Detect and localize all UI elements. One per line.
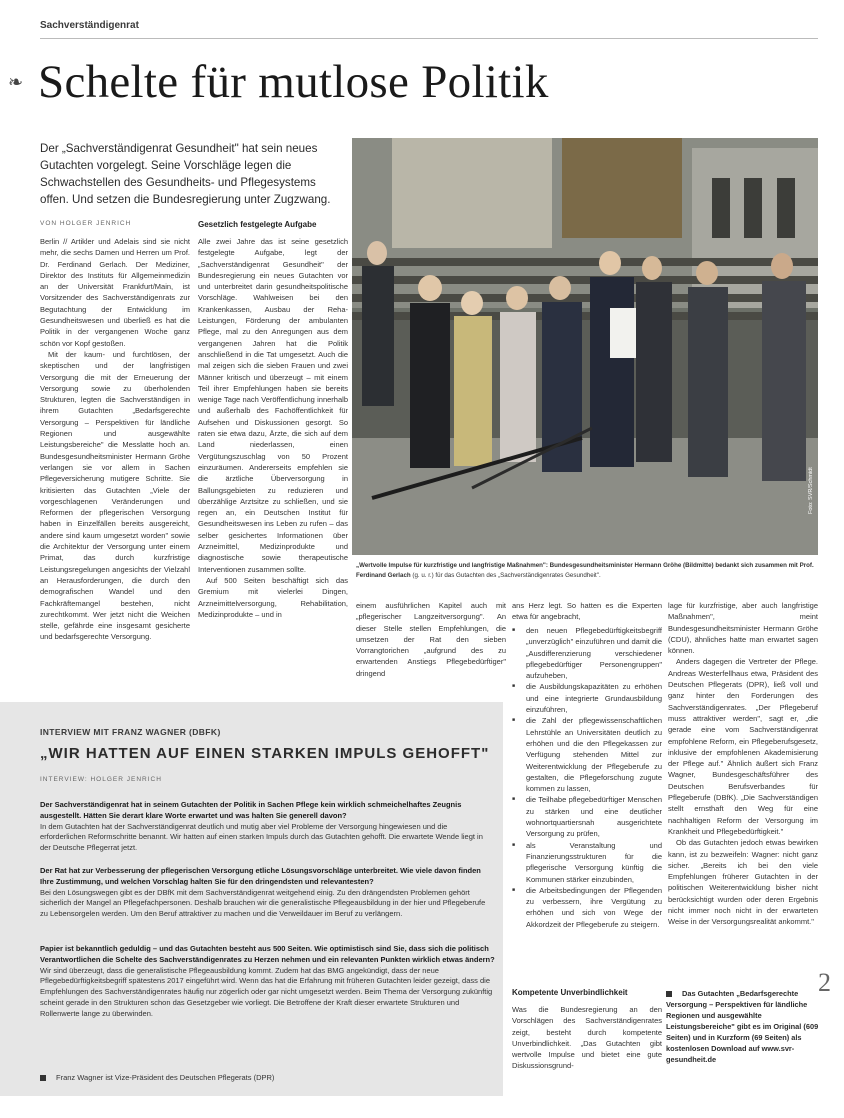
- bullet-list: [512, 625, 662, 965]
- bullet-square: [40, 1075, 46, 1081]
- question: Papier ist bekanntlich geduldig – und das Gutachten besteht aus 500 Seiten. Wie optimistisch sind Sie, dass sich die politisch Verantwortlichen die Schelte des Sachverständigenrates zu Herzen nehmen und ein relevanten Punkten wirklich etwas ändern?: [40, 944, 495, 964]
- info-box: [666, 988, 821, 1065]
- interview-title: „WIR HATTEN AUF EINEN STARKEN IMPULS GEHOFFT": [40, 745, 490, 762]
- article-author: VON HOLGER JENRICH: [40, 220, 132, 227]
- footer-text: Franz Wagner ist Vize-Präsident des Deutschen Pflegerats (DPR): [56, 1073, 275, 1082]
- answer: In dem Gutachten hat der Sachverständigenrat deutlich und mutig aber viel Probleme der Versorgung hingewiesen und die erforderlichen Reformschritte benannt. Wir hatten auf einen starken Impuls durch das Gutachten gehofft. Die erwartete Wende liegt in der Deutsche Pflegerrat jetzt.: [40, 821, 483, 853]
- paragraph: Berlin // Artikler und Adelais sind sie nicht mehr, die sechs Damen und Herren um Prof. Dr. Ferdinand Gerlach. Der Mediziner, Direktor des Instituts für Allgemeinmedizin an der Universität Frankfurt/Main, ist Vorsitzender des Sachverständigenrats zur Begutachtung der Entwicklung im Gesundheitswesen und überließ es hat die Politik in der vergangenen Woche ganz schön vor Kopf gestoßen.: [40, 237, 190, 348]
- photo-caption: [356, 561, 816, 581]
- article-column-5: [668, 600, 818, 966]
- paragraph: Was die Bundesregierung an den Vorschlägen des Sachverständigenrates zeigt, besteht durch kompetente Unverbindlichkeit. „Das Gutachten gibt wertvolle Impulse und bietet eine gute Diskussionsgrund-: [512, 1005, 662, 1071]
- press-photo: [352, 138, 818, 555]
- paragraph: Ob das Gutachten jedoch etwas bewirken kann, ist zu bezweifeln: Wagner: nicht ganz sicher. „Bereits ich bei den viele Empfehlungen früherer Gutachten in der politischen Weiterentwicklung bisher nicht berücksichtigt wurden oder deren Ergebnis nicht immer noch nicht in der erwarteten Weise in der Versorgungsrealität ankommt.": [668, 838, 818, 927]
- caption-text: (g. u. r.) für das Gutachten des „Sachverständigenrates Gesundheit".: [410, 572, 601, 579]
- list-item: ■ den neuen Pflegebedürftigkeitsbegriff „unverzüglich" einzuführen und damit die „Ausdifferenzierung verschiedener pflegebedürftiger Personengruppen" aufzuheben,: [512, 625, 662, 681]
- question: Der Rat hat zur Verbesserung der pflegerischen Versorgung etliche Lösungsvorschläge unterbreitet. Wie viele davon finden Ihre Zustimmung, und welchen Vorschlag halten Sie für den dringendsten und relevantesten?: [40, 866, 481, 886]
- article-column-2: [198, 236, 348, 698]
- paragraph: Mit der kaum- und furchtlösen, der skeptischen und der langfristigen Versorgung die mit der Erneuerung der Versorgung sowie zu überholenden Strukturen, legten die Sachverständigen in ihrem Gutachten „Bedarfsgerechte Versorgung – Perspektiven für ländliche Regionen und ausgewählte Leistungsbereiche" die Messlatte hoch an. Bundesgesundheitsminister Hermann Gröhe verlangen sie vor allem in Sachen Pflegeversicherung mutigere Schritte. Sie kritisierten das Gutachten „Viele der vorgeschlagenen Veränderungen und Reformen der pflegerischen Versorgung haben in Einzelfällen bereits ausgereicht, andere sind kaum umgesetzt worden" sowie die Architektur der Versorgung unter einem Primat, das durch kurzfristige Leistungsregelungen angesichts der Vielzahl an Herausforderungen, die durch den demografischen Wandel und den Fachkräftemangel bestehen, nicht zurechtkommt. Wer jetzt nicht die Weichen stelle, gefährde eine insgesamt gesicherte und bedarfsgerechte Versorgung.: [40, 349, 190, 642]
- subheading: Gesetzlich festgelegte Aufgabe: [198, 220, 317, 229]
- question: Der Sachverständigenrat hat in seinem Gutachten der Politik in Sachen Pflege kein wirklich schmeichelhaftes Zeugnis ausgestellt. Hätten Sie derart klare Worte erwartet und was halten Sie generell davon?: [40, 800, 462, 820]
- list-item: ■ die Teilhabe pflegebedürftiger Menschen zu stärken und eine deutlicher wohnortquartiersnah ausgerichtete Versorgung zu prüfen,: [512, 794, 662, 839]
- article-lead: Der „Sachverständigenrat Gesundheit" hat sein neues Gutachten vorgelegt. Seine Vorschläge legen die Schwachstellen des Gesundheits- und Pflegesystems offen. Und setzen die Bundesregierung unter Zugzwang.: [40, 142, 331, 206]
- interview-kicker: INTERVIEW MIT FRANZ WAGNER (DBFK): [40, 727, 221, 737]
- page-title: Schelte für mutlose Politik: [38, 56, 549, 108]
- page-number: 2: [818, 968, 831, 997]
- paragraph: lage für kurzfristige, aber auch langfristige Maßnahmen", meint Bundesgesundheitsminister Hermann Gröhe (CDU), ähnliches hatte man erwartet sagen können.: [668, 601, 818, 656]
- article-column-4-intro: [512, 600, 662, 622]
- list-item: ■ die Zahl der pflegewissenschaftlichen Lehrstühle an Universitäten deutlich zu erhöhen und die den Pflegekassen zur Verfügung stehenden Mittel zur Weiterentwicklung der Pflegeberufe zu gestalten, die Pflegeforschung zugute kommen zu lassen,: [512, 715, 662, 794]
- list-item: ■ die Arbeitsbedingungen der Pflegenden zu verbessern, ihre Vergütung zu erhöhen und sich von Wege der Akkordzeit der Pflegeberufe zu steigern.: [512, 885, 662, 930]
- answer: Bei den Lösungswegen gibt es der DBfK mit dem Sachverständigenrat weitgehend einig. Zu den drängendsten Problemen gehört sicherlich der Mangel an Pflegefachpersonen. Deshalb brauchen wir die generalistische Pflegeausbildung in der hier und Pflegeberufe zu Lebensorgelen werden. Um den Beruf attraktiver zu machen und die Verweildauer im Beruf zu verlängern.: [40, 887, 486, 919]
- list-item: ■ die Ausbildungskapazitäten zu erhöhen und eine integrierte Grundausbildung einzuführen,: [512, 681, 662, 715]
- info-text: Das Gutachten „Bedarfsgerechte Versorgung – Perspektiven für ländliche Regionen und ausgewählte Leistungsbereiche" gibt es im Original (609 Seiten) und in Kurzform (69 Seiten) als kostenlosen Download auf www.svr-gesundheit.de: [666, 989, 819, 1064]
- interview-footer: [40, 1073, 274, 1082]
- subheading: Kompetente Unverbindlichkeit: [512, 988, 628, 997]
- leaf-icon: ❧: [8, 72, 24, 92]
- paragraph: Anders dagegen die Vertreter der Pflege. Andreas Westerfellhaus etwa, Präsident des Deutschen Pflegerats (DPR), ließ voll und ganz hinter den Forderungen des Sachverständigenrates. „Der Pflegeberuf muss attraktiver werden", sagt er, „die gerade eine vom Sachverständigenrat empfohlene Reform, ein Pflegeberufsgesetz, inklusive der empfohlenen Akademisierung der Pflege auf." Ähnlich äußert sich Franz Wagner, Bundesgeschäftsführer des Deutschen Berufsverbandes für Pflegeberufe (DBfK). „Die Sachverständigen stellt ernsthaft den Weg für eine nachhaltigen Reform der Versorgung im Krankheit und Pflegebedürftigkeit.": [668, 657, 818, 836]
- answer: Wir sind überzeugt, dass die generalistische Pflegeausbildung kommt. Zudem hat das BMG angekündigt, dass der neue Pflegebedürftigkeitsbegriff spätestens 2017 eingeführt wird. Wenn das hat die Erfahrung mit früheren Gutachten leider gezeigt, dass die Empfehlungen des Sachverständigenrates häufig nur zögerlich oder gar nicht umgesetzt werden. Beim Thema der Versorgung zukünftig scheint gerade in den Strukturen schon das Gesetzgeber wie vorliegt. Die Betroffene der Kraft dieser erwartete Strukturen und Rollenwerte lange zu überwinden.: [40, 965, 493, 1018]
- caption-bold: „Wertvolle Impulse für kurzfristige und langfristige Maßnahmen": Bundesgesundheitsminister Hermann Gröhe (Bildmitte) bedankt sich zusammen mit Prof. Ferdinand Gerlach: [356, 562, 814, 579]
- section-label: Sachverständigenrat: [40, 20, 139, 31]
- paragraph: Auf 500 Seiten beschäftigt sich das Gremium mit vielerlei Dingen, Arzneimittelversorgung, Rehabilitation, Medizinprodukte – und in: [198, 575, 348, 619]
- article-column-3: [356, 600, 506, 686]
- qa-block: [40, 800, 495, 856]
- article-column-4-tail: [512, 1004, 662, 1096]
- qa-block: [40, 866, 495, 934]
- qa-block: [40, 944, 495, 1056]
- photo-credit: Foto: SVR/Schmidt: [808, 467, 814, 514]
- paragraph: ans Herz legt. So hatten es die Experten etwa für angebracht,: [512, 601, 662, 622]
- article-column-1: [40, 236, 190, 698]
- divider: [40, 38, 818, 39]
- bullet-square: [666, 991, 672, 997]
- interview-author: INTERVIEW: HOLGER JENRICH: [40, 776, 162, 783]
- paragraph: Alle zwei Jahre das ist seine gesetzlich festgelegte Aufgabe, legt der „Sachverständigenrat Gesundheit" der Bundesregierung ein neues Gutachten vor und unterbreitet darin gesundheitspolitische Vorschläge. Wahlweisen bei den Krankenkassen, Ausbau der Reha-Leistungen, Förderung der ambulanten Pflege, mal zu den Anregungen aus dem vergangenen Jahren hat die Politik anschließend in die Tat umgesetzt. Auch die mal zeigen sich die sieben Frauen und zwei Männer kritisch und überzeugt – mit einem Teil ihrer Empfehlungen haben sie bereits wenige Tage nach Veröffentlichung innerhalb und außerhalb des Fachöffentlichkeit für Aufsehen und Diskussionen gesorgt. So raten sie etwa dazu, Ärzte, die sich auf dem Land niederlassen, einen Vergütungszuschlag von 50 Prozent einzuräumen. Andererseits empfehlen sie die ärztliche Überversorgung in Ballungsgebieten zu reduzieren und überzählige Arztsitze zu schließen, und sie regen an, ein Deutschen Institut für Gesundheitswesen ins Leben zu rufen – das selber gesichertes Informationen über Arzneimittel, Medizinprodukte und diagnostische sowie therapeutische Interventionen zusammen sollte.: [198, 237, 348, 574]
- paragraph: einem ausführlichen Kapitel auch mit „pflegerischer Langzeitversorgung". An dieser Stelle stellen Empfehlungen, die umsetzen der Rat den sieben Vorrangtorichen „aufgrund des zu erwartenden Anstiegs Pflegebedürftiger" dringend: [356, 601, 506, 678]
- list-item: ■ als Veranstaltung und Finanzierungsstrukturen für die pflegerische Versorgung künftig die Kommunen stärker einzubinden,: [512, 840, 662, 885]
